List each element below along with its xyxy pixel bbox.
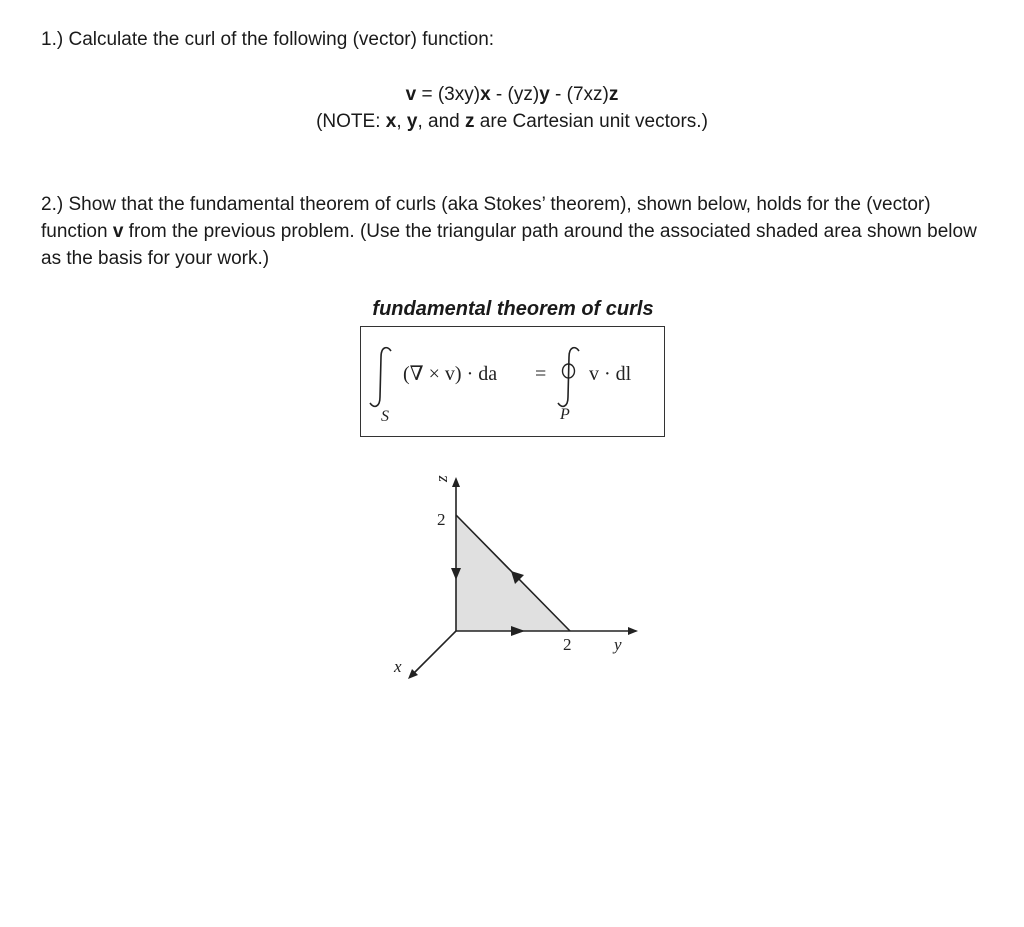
z-tick-label: 2 <box>437 510 446 529</box>
x-unit: x <box>480 84 491 105</box>
unit-vector-note <box>0 111 1024 133</box>
theorem-title: fundamental theorem of curls <box>372 298 654 320</box>
y-unit: y <box>539 84 550 105</box>
note-and: , and <box>417 111 466 132</box>
problem-2-text-a: Show that the fundamental theorem of curls (aka Stokes’ theorem), shown below, holds for the (vector) function <box>41 194 931 242</box>
integral-sign <box>370 348 391 407</box>
vector-function-equation <box>0 84 1024 106</box>
equals-sign: = <box>535 363 547 385</box>
y-axis-label: y <box>614 635 622 654</box>
rhs-expression: v · dl <box>589 363 632 385</box>
problem-2-text-b: from the previous problem. (Use the triangular path around the associated shaded area shown below as the basis for your work.) <box>41 221 977 269</box>
x-axis <box>412 631 456 675</box>
z-axis-label: z <box>432 475 451 482</box>
note-comma-1: , <box>396 111 407 132</box>
problem-1-text: Calculate the curl of the following (vector) function: <box>68 29 495 50</box>
contour-integral-sign <box>558 348 579 407</box>
problem-1-number: 1.) <box>41 29 64 50</box>
eq-part-2: - (yz) <box>490 84 540 105</box>
surface-subscript: S <box>381 408 389 425</box>
note-x: x <box>385 111 397 132</box>
z-axis-arrowhead <box>452 477 460 487</box>
note-z: z <box>465 111 475 132</box>
eq-part-1: = (3xy) <box>416 84 481 105</box>
problem-2-v: v <box>112 221 124 242</box>
theorem-formula <box>361 327 666 438</box>
note-y: y <box>406 111 418 132</box>
lhs-expression: (∇ × v) · da <box>403 363 498 385</box>
triangular-path-diagram <box>380 465 660 695</box>
problem-2-prompt <box>41 191 981 272</box>
y-tick-label: 2 <box>563 635 572 654</box>
problem-2-number: 2.) <box>41 194 64 215</box>
note-open: (NOTE: <box>316 111 386 132</box>
v-symbol: v <box>405 84 417 105</box>
problem-1-prompt <box>41 29 494 51</box>
z-unit: z <box>608 84 619 105</box>
x-axis-label: x <box>394 657 402 676</box>
note-rest: are Cartesian unit vectors.) <box>474 111 708 132</box>
path-subscript: P <box>560 406 570 423</box>
y-axis-arrowhead <box>628 627 638 635</box>
eq-part-3: - (7xz) <box>549 84 609 105</box>
theorem-box <box>360 326 665 437</box>
